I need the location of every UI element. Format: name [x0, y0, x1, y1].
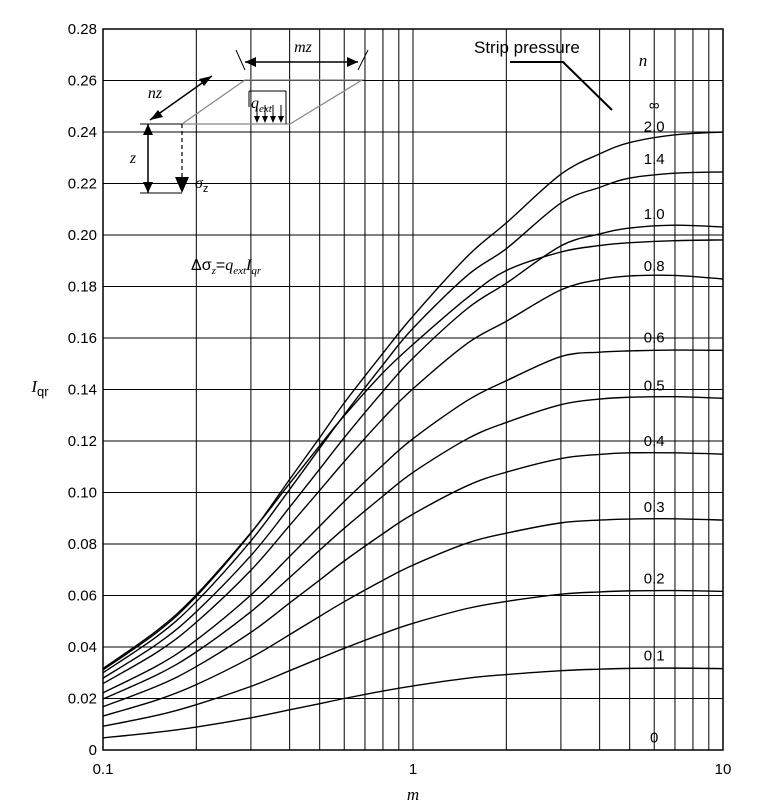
- y-tick-label-2: 0.04: [67, 639, 97, 656]
- y-axis-title-main: I: [31, 377, 38, 396]
- curve-label-0: ∞: [648, 97, 660, 115]
- curve-label-11: 0: [650, 729, 659, 747]
- strip-pressure-annotation: Strip pressure: [474, 38, 580, 57]
- x-tick-label-2: 10: [714, 761, 732, 778]
- y-tick-label-0: 0: [88, 742, 97, 759]
- nz-label: nz: [147, 85, 163, 102]
- y-tick-label-3: 0.06: [67, 587, 97, 605]
- y-tick-label-6: 0.12: [67, 433, 97, 450]
- curve-label-7: 0.4: [643, 433, 665, 451]
- legend-title-n: n: [638, 51, 648, 70]
- y-tick-label-7: 0.14: [67, 381, 97, 399]
- formula-i-sub: qr: [251, 265, 262, 277]
- y-tick-label-1: 0.02: [67, 690, 97, 708]
- curve-label-8: 0.3: [643, 499, 665, 517]
- formula-q: q: [225, 257, 234, 274]
- curve-label-6: 0.5: [643, 377, 665, 395]
- curve-label-2: 1.4: [643, 150, 665, 168]
- x-tick-label-1: 1: [408, 761, 418, 778]
- y-tick-label-10: 0.20: [67, 227, 97, 244]
- y-axis-title-sub: qr: [37, 384, 49, 399]
- y-tick-label-13: 0.26: [67, 72, 97, 90]
- curve-label-3: 1.0: [643, 206, 665, 224]
- y-tick-label-11: 0.22: [67, 175, 97, 193]
- y-tick-label-4: 0.08: [67, 536, 97, 553]
- formula-lhs-sub: z: [211, 265, 216, 277]
- sigma-sub: z: [202, 183, 209, 195]
- formula-delta-sigma: Δσ: [191, 257, 212, 274]
- q-main: q: [251, 95, 259, 112]
- formula-q-sub: ext: [233, 265, 247, 277]
- formula-equals: =: [215, 257, 226, 274]
- curve-label-9: 0.2: [643, 570, 665, 588]
- x-axis-title: m: [406, 785, 420, 804]
- y-tick-label-14: 0.28: [67, 21, 97, 38]
- curve-label-4: 0.8: [643, 258, 665, 276]
- curve-label-5: 0.6: [643, 329, 665, 347]
- q-sub: ext: [259, 103, 272, 115]
- y-tick-label-8: 0.16: [67, 330, 97, 347]
- x-tick-label-0: 0.1: [92, 761, 114, 778]
- sigma-main: σ: [195, 175, 203, 192]
- y-tick-label-12: 0.24: [67, 124, 97, 141]
- y-tick-label-9: 0.18: [67, 278, 97, 296]
- curve-label-1: 2.0: [643, 118, 665, 136]
- formula-i: I: [246, 257, 252, 274]
- mz-label: mz: [294, 39, 312, 56]
- curve-label-10: 0.1: [643, 647, 665, 665]
- y-tick-label-5: 0.10: [67, 484, 97, 502]
- z-label: z: [129, 150, 137, 167]
